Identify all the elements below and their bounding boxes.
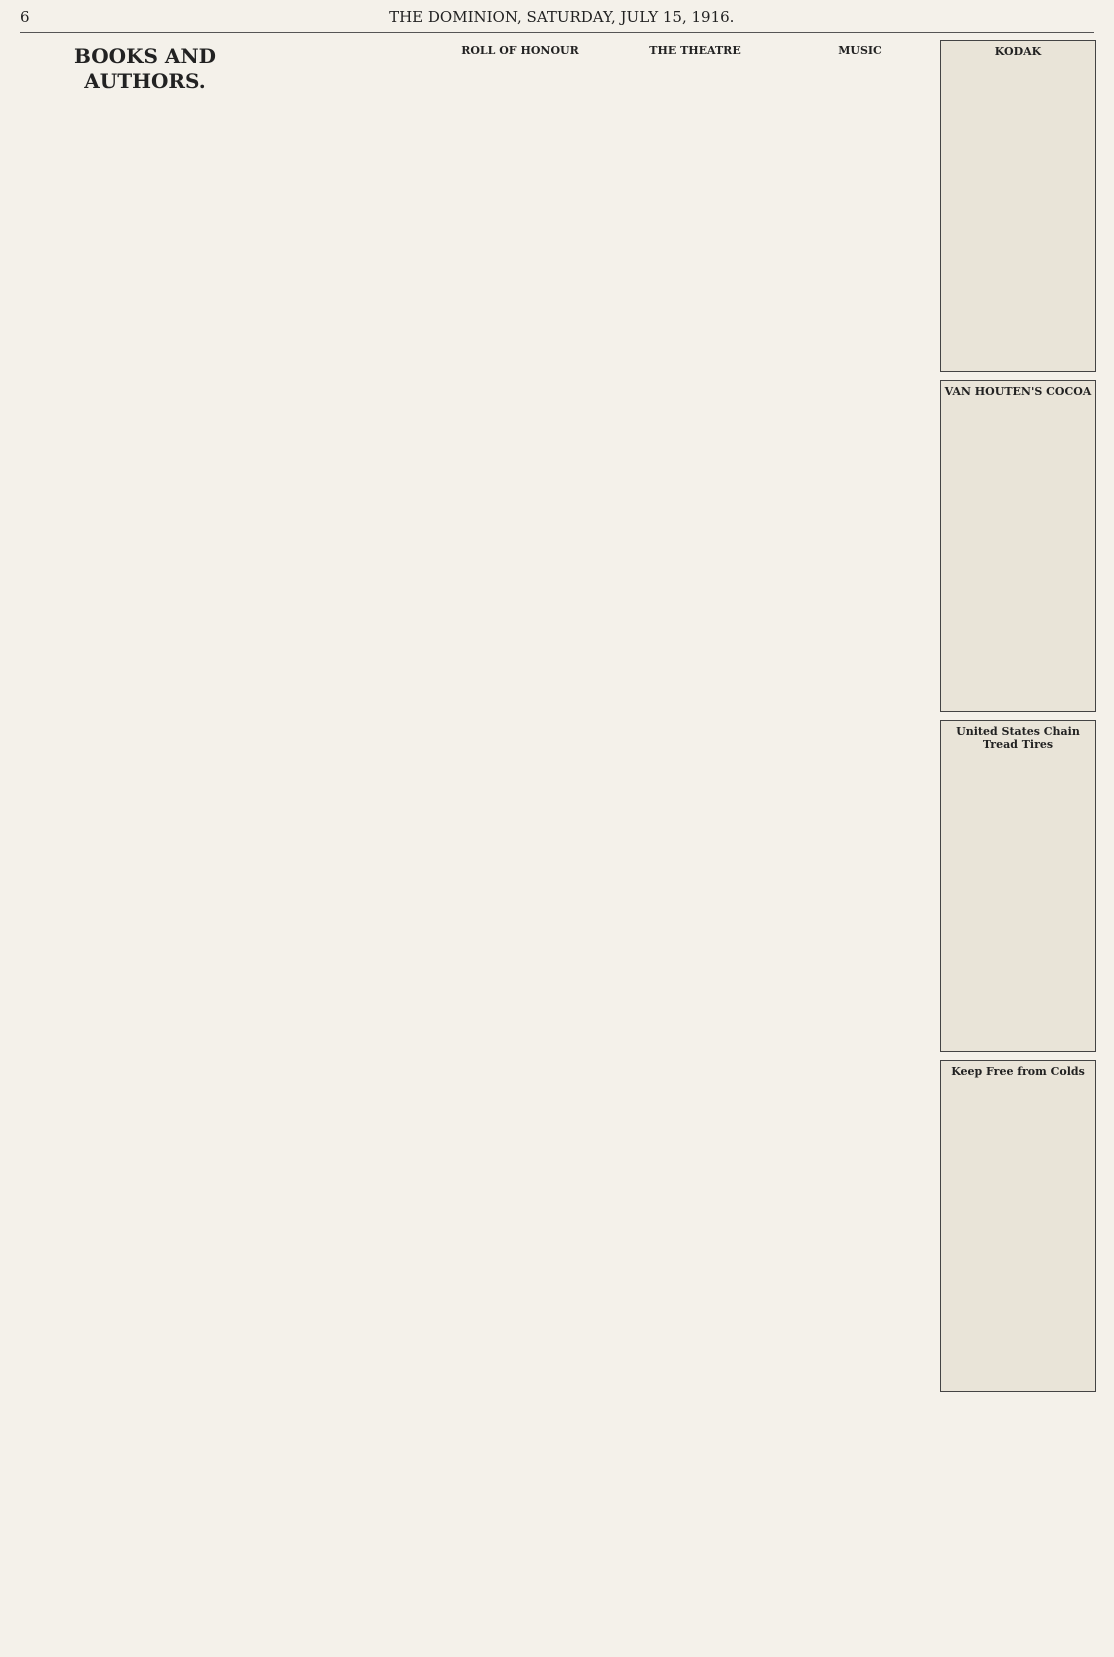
ad-title: VAN HOUTEN'S COCOA [944, 385, 1092, 398]
section-heading: MUSIC [838, 44, 882, 57]
cocoa-ad [940, 380, 1096, 712]
tires-ad [940, 720, 1096, 1052]
page-number: 6 [20, 8, 30, 26]
column-roll-of-honour [435, 40, 605, 1647]
ad-title: United States Chain Tread Tires [956, 725, 1080, 751]
ad-title: KODAK [994, 45, 1042, 58]
column-music [785, 40, 935, 1647]
kodak-ad [940, 40, 1096, 372]
ad-title: Keep Free from Colds [951, 1065, 1085, 1078]
section-heading: BOOKS AND AUTHORS. [73, 44, 217, 93]
section-heading: THE THEATRE [649, 44, 741, 57]
column-books [20, 40, 270, 1647]
masthead [20, 8, 1094, 33]
masthead-title: THE DOMINION, SATURDAY, JULY 15, 1916. [389, 8, 735, 26]
section-heading: ROLL OF HONOUR [461, 44, 579, 57]
colds-ad [940, 1060, 1096, 1392]
column-theatre [610, 40, 780, 1647]
